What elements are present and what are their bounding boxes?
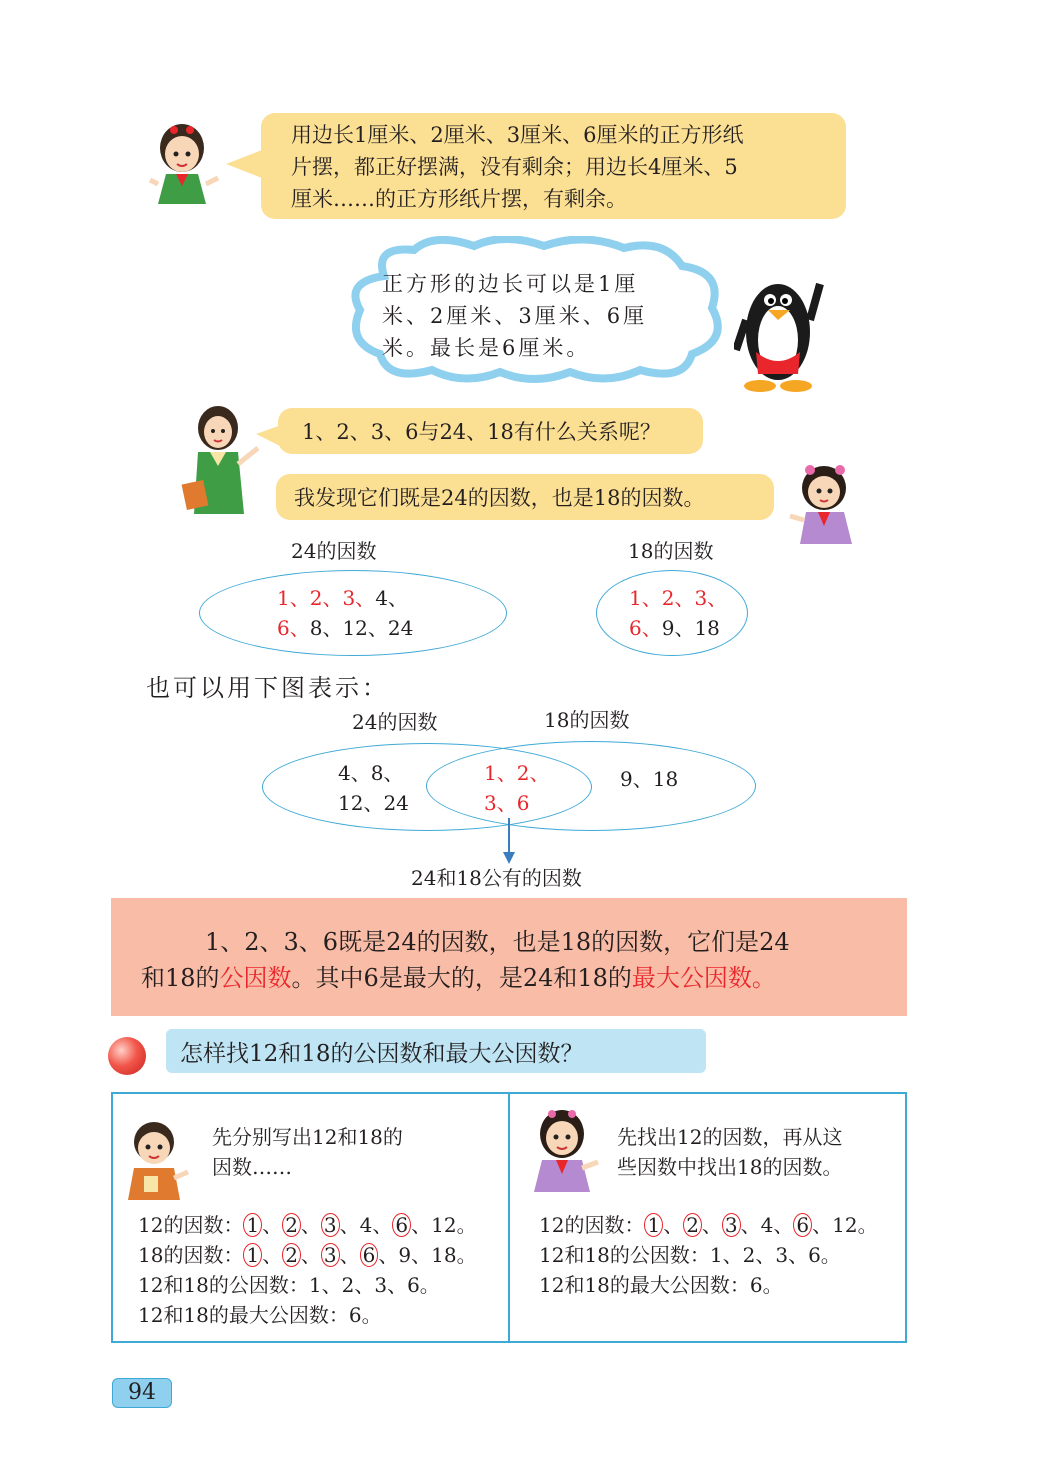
teacher-icon xyxy=(180,404,264,516)
left-row2-label: 18的因数： xyxy=(138,1243,244,1267)
left-greatest: 12和18的最大公因数：6。 xyxy=(138,1303,382,1327)
definition-line-1: 1、2、3、6既是24的因数，也是18的因数，它们是24 xyxy=(205,928,790,956)
boy-icon xyxy=(122,1118,190,1200)
speech-bubble-squares xyxy=(261,113,846,219)
right-greatest: 12和18的最大公因数：6。 xyxy=(539,1273,783,1297)
teacher-question-text: 1、2、3、6与24、18有什么关系呢？ xyxy=(302,420,661,444)
cloud-line-3: 米。最长是6厘米。 xyxy=(382,336,591,360)
bubble-line-3: 厘米……的正方形纸片摆，有剩余。 xyxy=(291,187,627,211)
speech-tail xyxy=(226,150,262,178)
venn-common-line2: 3、6 xyxy=(484,791,530,815)
venn-left-label: 24的因数 xyxy=(352,710,438,734)
definition-part2: 和18的 xyxy=(141,964,220,992)
venn-caption: 24和18公有的因数 xyxy=(411,866,582,890)
venn-right-label: 18的因数 xyxy=(544,708,630,732)
venn-right-oval xyxy=(426,741,756,831)
left-common: 12和18的公因数：1、2、3、6。 xyxy=(138,1273,440,1297)
left-row2-v3: 6 xyxy=(360,1243,379,1267)
set-18-line2-black: 9、18 xyxy=(661,616,720,640)
right-row-12: 12的因数： 1 、 2 、 3 、4、 6 、12。 xyxy=(539,1213,878,1237)
left-row1-v2: 3 xyxy=(321,1213,340,1237)
left-row-12: 12的因数： 1 、 2 、 3 、4、 6 、12。 xyxy=(138,1213,477,1237)
page-number-badge xyxy=(112,1378,172,1408)
venn-right-only: 9、18 xyxy=(620,767,679,791)
left-row-18: 18的因数： 1 、 2 、 3 、 6 、9、18。 xyxy=(138,1243,477,1267)
teacher-question-bubble xyxy=(278,408,703,454)
left-speech-line1: 先分别写出12和18的 xyxy=(212,1125,403,1149)
venn-common xyxy=(484,758,549,818)
set-18-contents xyxy=(629,583,727,643)
right-common: 12和18的公因数：1、2、3、6。 xyxy=(539,1243,841,1267)
penguin-icon xyxy=(734,270,824,396)
set-24-line1-black: 4、 xyxy=(375,586,408,610)
definition-box xyxy=(111,898,907,1016)
set-24-line1-red: 1、2、3、 xyxy=(277,586,376,610)
set-18-line1-red: 1、2、3、 xyxy=(629,586,728,610)
right-method-rows xyxy=(539,1210,878,1300)
right-row1-v3: 4 xyxy=(760,1213,774,1237)
right-row1-v4: 6 xyxy=(793,1213,812,1237)
venn-common-line1: 1、2、 xyxy=(484,761,550,785)
right-row1-v5: 12 xyxy=(832,1213,858,1237)
right-row1-v0: 1 xyxy=(644,1213,663,1237)
right-row1-v2: 3 xyxy=(722,1213,741,1237)
label-24-factors: 24的因数 xyxy=(291,539,377,563)
right-row1-label: 12的因数： xyxy=(539,1213,645,1237)
left-row2-v5: 18 xyxy=(431,1243,457,1267)
cloud-line-1: 正方形的边长可以是1厘 xyxy=(382,272,639,296)
girl-answer-text: 我发现它们既是24的因数，也是18的因数。 xyxy=(294,486,705,510)
question-bar xyxy=(166,1029,706,1073)
common-factor-term: 公因数 xyxy=(219,964,292,992)
left-method-rows xyxy=(138,1210,477,1330)
left-row1-v0: 1 xyxy=(243,1213,262,1237)
bubble-line-1: 用边长1厘米、2厘米、3厘米、6厘米的正方形纸 xyxy=(291,123,744,147)
left-row1-label: 12的因数： xyxy=(138,1213,244,1237)
left-row2-v1: 2 xyxy=(282,1243,301,1267)
label-18-factors: 18的因数 xyxy=(628,539,714,563)
right-speech-line2: 些因数中找出18的因数。 xyxy=(617,1155,843,1179)
venn-left-only xyxy=(338,758,409,818)
definition-part3: 。其中6是最大的，是24和18的 xyxy=(291,964,632,992)
cloud-line-2: 米、2厘米、3厘米、6厘 xyxy=(382,304,648,328)
also-text: 也可以用下图表示： xyxy=(146,674,389,702)
left-row2-v0: 1 xyxy=(243,1243,262,1267)
definition-line-2 xyxy=(141,960,907,996)
venn-left-line1: 4、8、 xyxy=(338,761,404,785)
set-24-contents xyxy=(277,583,413,643)
girl-icon xyxy=(148,118,228,208)
set-24-line2-red: 6、 xyxy=(277,616,310,640)
set-24-line2-black: 8、12、24 xyxy=(309,616,414,640)
girl-answer-bubble xyxy=(276,474,774,520)
methods-divider xyxy=(508,1092,510,1343)
left-row1-v4: 6 xyxy=(392,1213,411,1237)
girl-icon xyxy=(784,460,858,544)
question-text: 怎样找12和18的公因数和最大公因数？ xyxy=(180,1041,584,1067)
left-row1-v3: 4 xyxy=(359,1213,373,1237)
greatest-common-factor-term: 最大公因数 xyxy=(631,964,752,992)
left-row1-v5: 12 xyxy=(431,1213,457,1237)
venn-arrow xyxy=(502,818,516,864)
left-speech-line2: 因数…… xyxy=(212,1155,292,1179)
page-number: 94 xyxy=(128,1380,156,1405)
left-row2-v2: 3 xyxy=(321,1243,340,1267)
set-18-line2-red: 6、 xyxy=(629,616,662,640)
bubble-line-2: 片摆，都正好摆满，没有剩余；用边长4厘米、5 xyxy=(291,155,738,179)
right-speech-line1: 先找出12的因数，再从这 xyxy=(617,1125,843,1149)
definition-part4: 。 xyxy=(751,964,776,992)
girl-icon xyxy=(524,1104,604,1194)
red-ball-icon xyxy=(108,1037,146,1075)
left-row1-v1: 2 xyxy=(282,1213,301,1237)
venn-left-line2: 12、24 xyxy=(338,791,409,815)
left-row2-v4: 9 xyxy=(398,1243,412,1267)
right-row1-v1: 2 xyxy=(683,1213,702,1237)
